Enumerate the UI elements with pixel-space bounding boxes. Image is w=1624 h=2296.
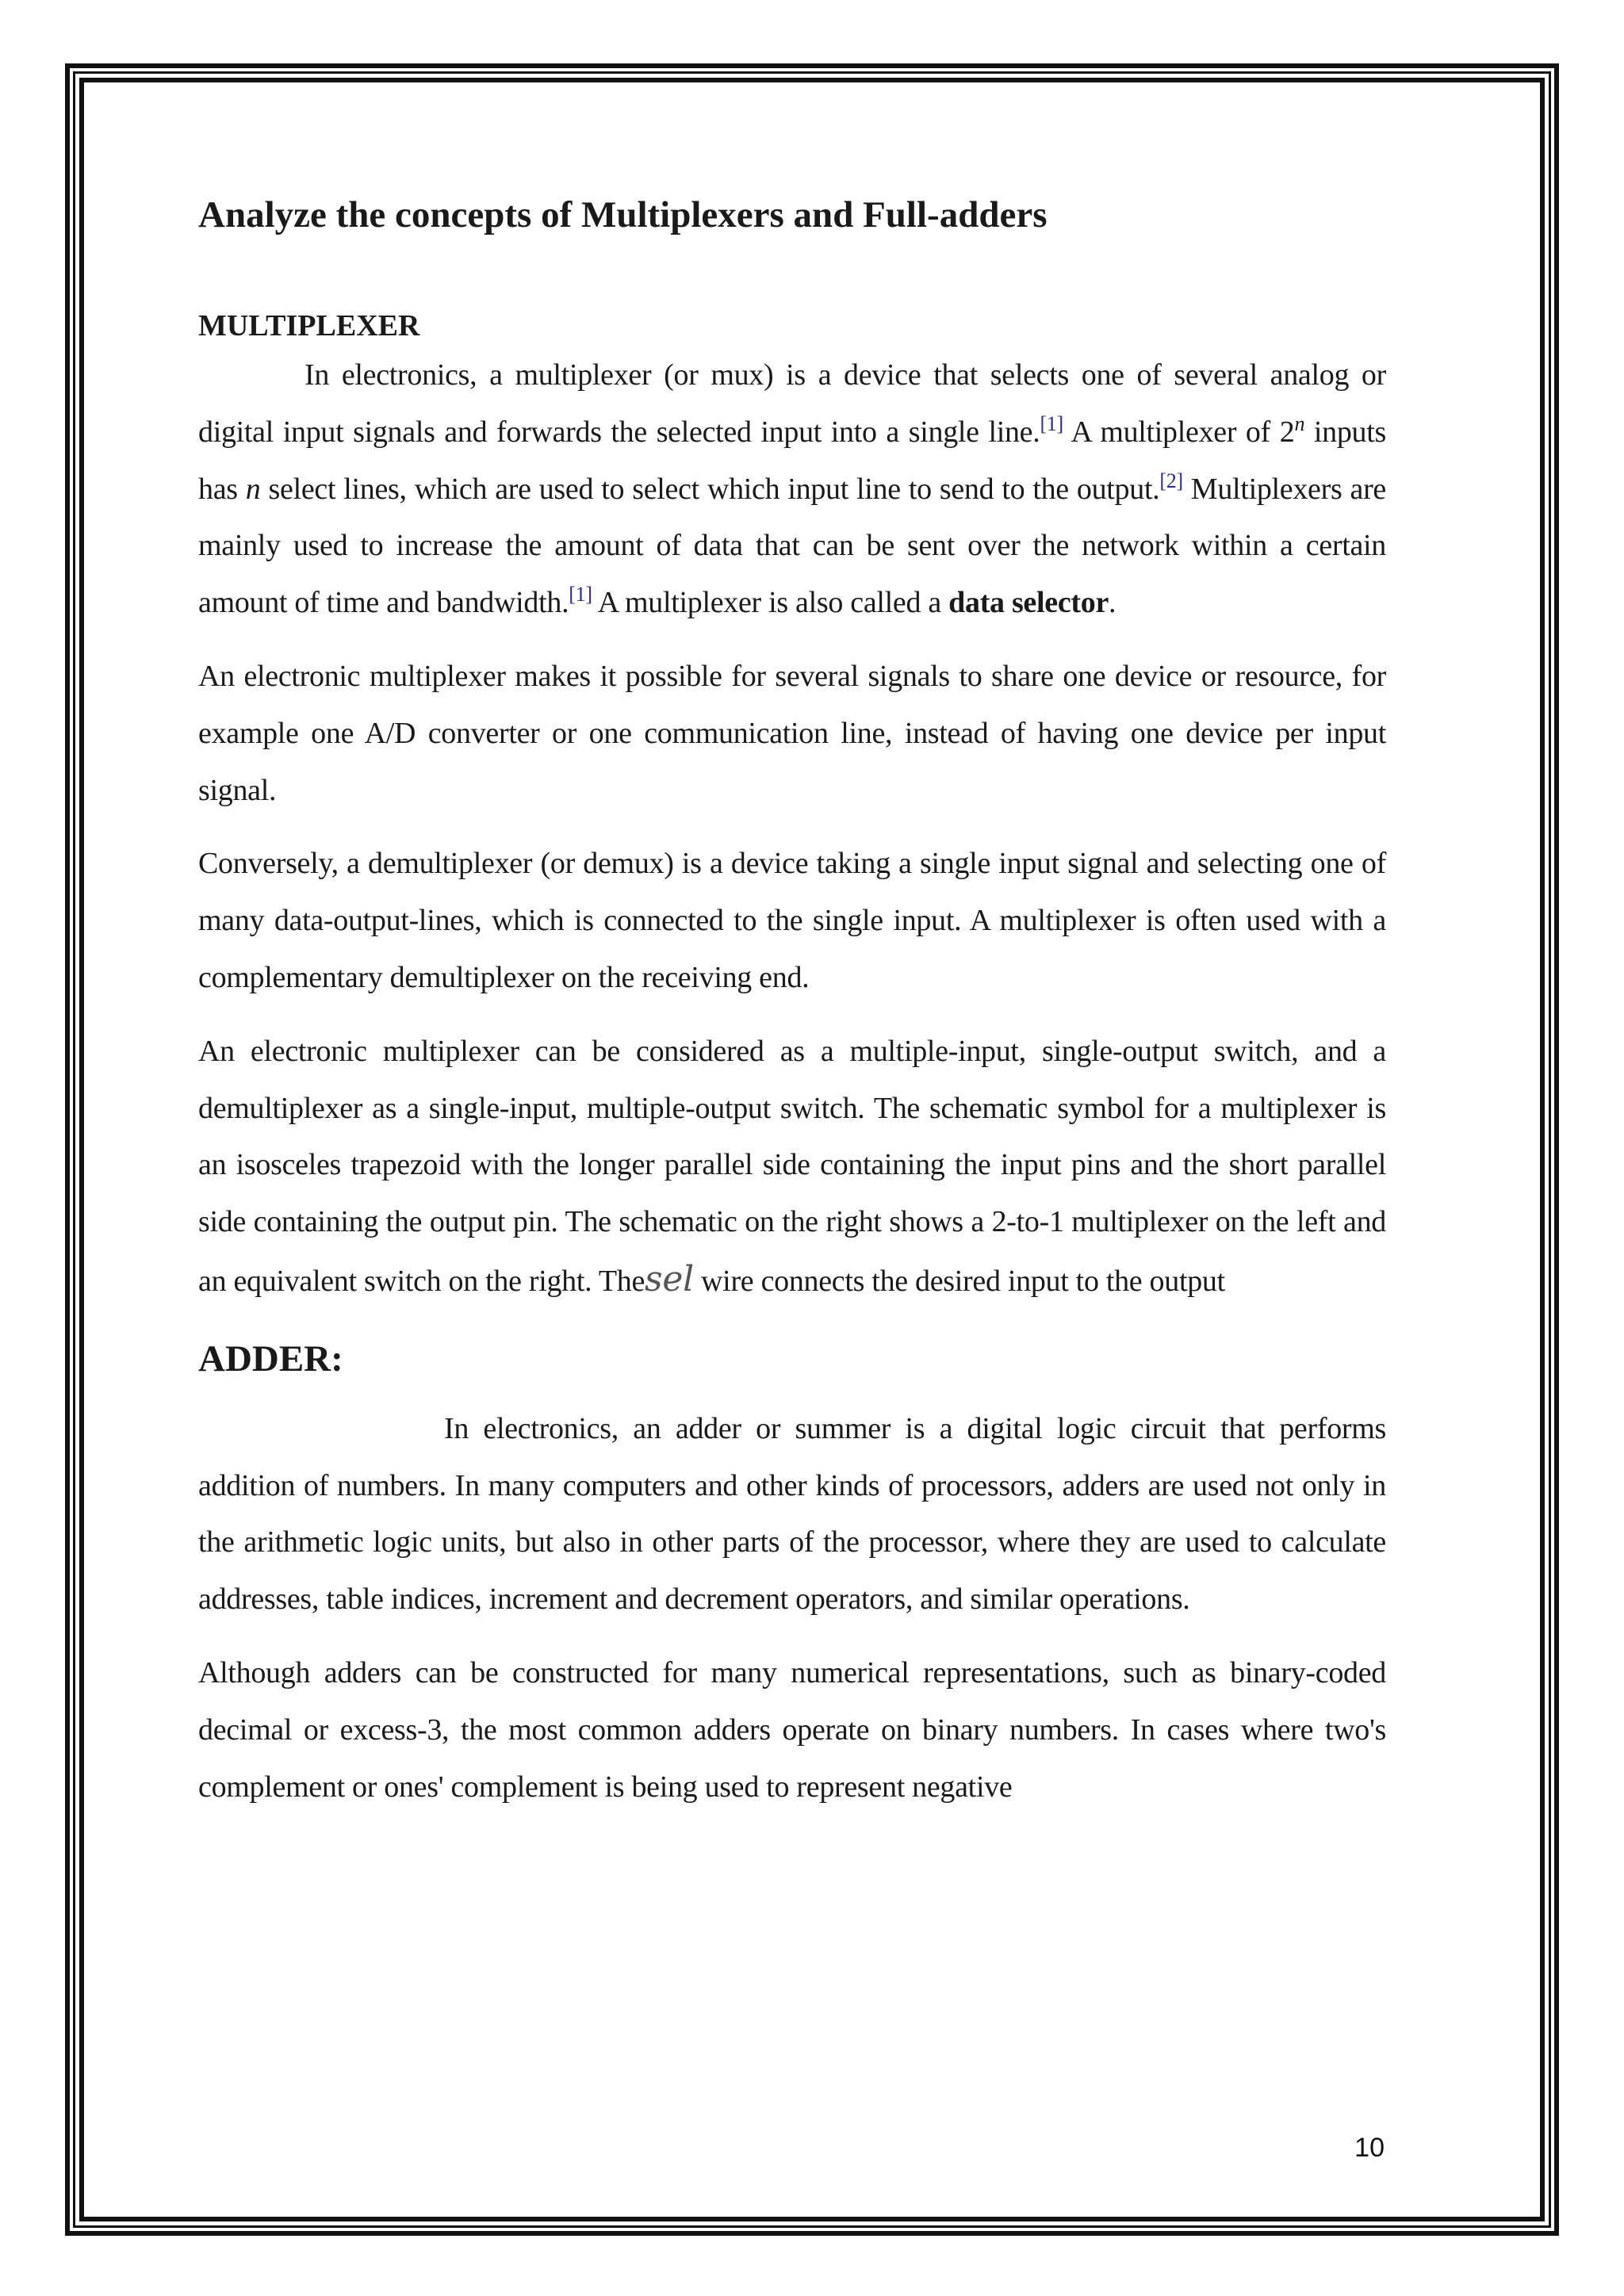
multiplexer-paragraph-4 [198,1024,1386,1311]
mux-p1-sentence-2c: select lines, which are used to select which input line to send to the output. [260,472,1160,506]
multiplexer-heading: MULTIPLEXER [198,309,420,342]
variable-n: n [245,472,261,506]
document-title: Analyze the concepts of Multiplexers and Full-adders [198,194,1048,235]
multiplexer-paragraph-3: Conversely, a demultiplexer (or demux) is a device taking a single input signal and selecting one of many data-output-lines, which is connected to the single input. A multiplexer is often used with a complementary demultiplexer on the receiving end. [198,847,1386,994]
sel-symbol: sel [645,1258,694,1299]
mux-p1-sentence-5: . [1109,586,1116,620]
exponent-n: n [1294,411,1305,435]
multiplexer-paragraph-2: An electronic multiplexer makes it possible for several signals to share one device or resource, for example one A/D converter or one communication line, instead of having one device per input signal. [198,659,1386,807]
mux-p4-before: An electronic multiplexer can be considered as a multiple-input, single-output switch, and a demultiplexer as a single-input, multiple-output switch. The schematic symbol for a multiplexer is an isosceles trapezoid with the longer parallel side containing the input pins and the short parallel side containing the output pin. The schematic on the right shows a 2-to-1 multiplexer on the left and an equivalent switch on the right. The [198,1034,1386,1298]
page-number: 10 [1354,2133,1385,2163]
citation-3: [1] [569,583,592,607]
multiplexer-paragraph-1 [198,347,1386,632]
mux-p1-sentence-3: Multiplexers are mainly used to increase the amount of data that can be sent over the network within a certain amount of time and bandwidth. [198,472,1386,620]
citation-2: [2] [1159,469,1183,492]
page-content [198,187,1386,1816]
data-selector-term: data selector [948,586,1109,620]
adder-paragraph-2: Although adders can be constructed for many numerical representations, such as binary-coded decimal or excess-3, the most common adders operate on binary numbers. In cases where two's complement or ones' complement is being used to represent negative [198,1655,1386,1804]
mux-p1-sentence-4: A multiplexer is also called a [592,586,949,620]
adder-heading: ADDER: [198,1337,343,1380]
mux-p1-sentence-2a: A multiplexer of 2 [1063,415,1295,449]
citation-1: [1] [1040,411,1063,435]
adder-paragraph-1: In electronics, an adder or summer is a digital logic circuit that performs addition of numbers. In many computers and other kinds of processors, adders are used not only in the arithmetic logic units, but also in other parts of the processor, where they are used to calculate addresses, table indices, increment and decrement operators, and similar operations. [198,1411,1386,1617]
mux-p1-sentence-1: In electronics, a multiplexer (or mux) is a device that selects one of several analog or digital input signals and forwards the selected input into a single line. [198,358,1386,449]
mux-p4-after: wire connects the desired input to the output [693,1264,1225,1298]
mux-p1-sentence-2b: inputs has [198,415,1386,506]
